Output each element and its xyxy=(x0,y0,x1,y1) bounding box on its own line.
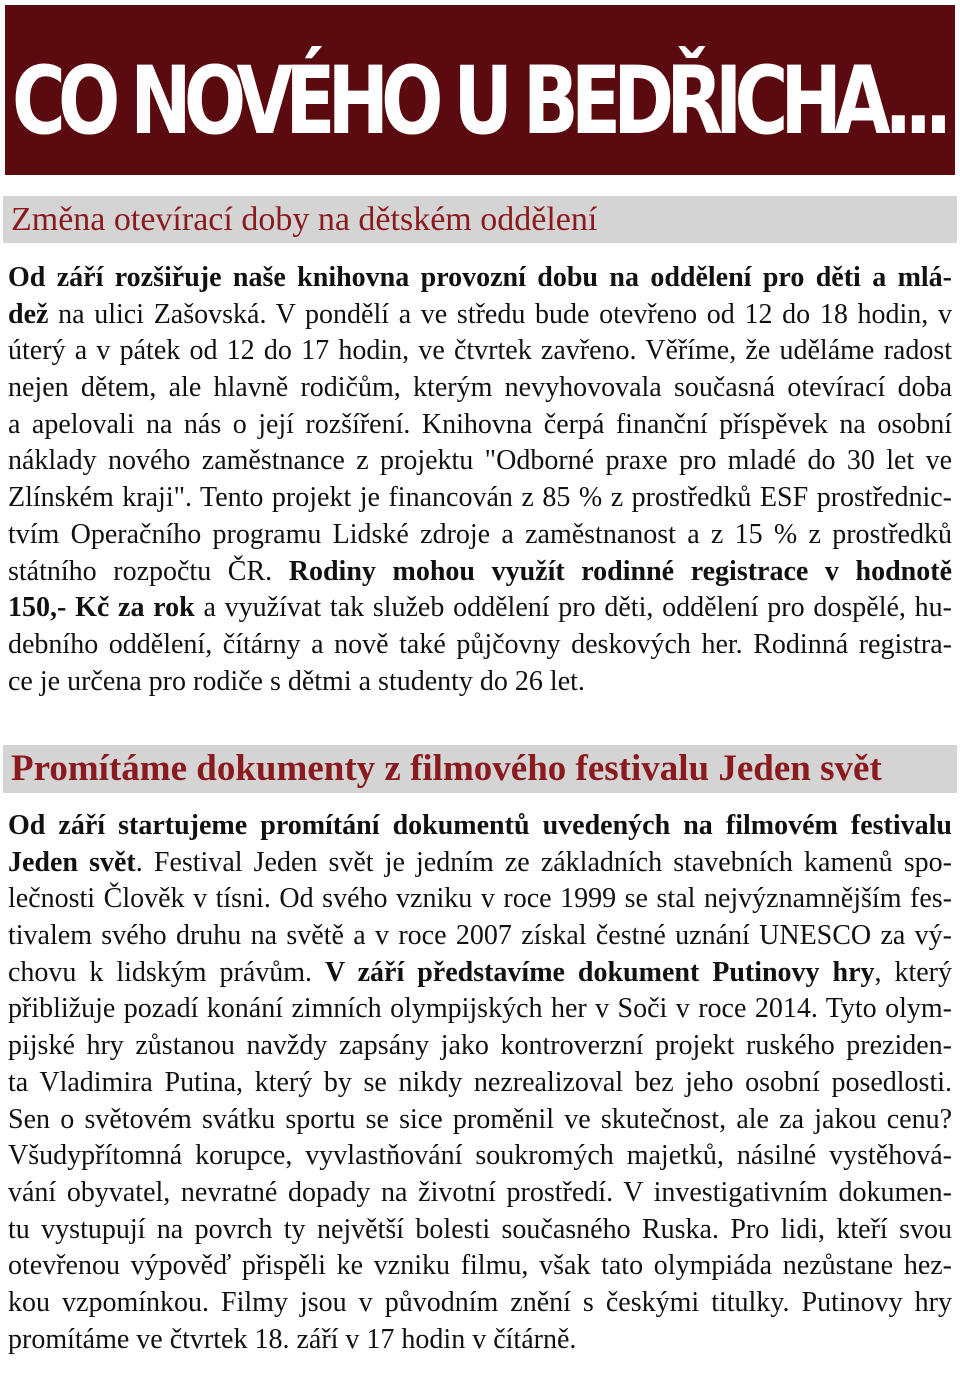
text-run: promítáme ve čtvrtek 18. září v 17 hodin v čítárně. xyxy=(8,1323,577,1355)
text-line xyxy=(8,1212,952,1249)
section-heading-bar xyxy=(3,196,957,243)
text-line xyxy=(8,260,952,297)
text-line xyxy=(8,554,952,591)
text-run: otevřenou výpověď přispěli ke vzniku filmu, však tato olympiáda nezůstane hez- xyxy=(8,1250,952,1282)
text-line xyxy=(8,955,952,992)
text-line xyxy=(8,1285,952,1322)
text-line xyxy=(8,1138,952,1175)
masthead-banner xyxy=(5,5,955,175)
text-run: debního oddělení, čítárny a nově také půjčovny deskových her. Rodinná registra- xyxy=(8,628,952,660)
text-line xyxy=(8,1175,952,1212)
bold-text-run: V září představíme dokument Putinovy hry xyxy=(324,956,875,988)
text-run: , který xyxy=(874,956,952,988)
text-line xyxy=(8,590,952,627)
text-line xyxy=(8,333,952,370)
bold-text-run: 150,- Kč za rok xyxy=(8,592,195,624)
bold-text-run: Od září rozšiřuje naše knihovna provozní dobu na oddělení pro děti a mlá- xyxy=(8,262,952,293)
text-run: tu vystupují na povrch ty největší bolesti současného Ruska. Pro lidi, kteří svou xyxy=(8,1213,952,1245)
article-body xyxy=(8,260,952,700)
text-run: Zlínském kraji". Tento projekt je financován z 85 % z prostředků ESF prostřednic- xyxy=(8,482,952,514)
text-line xyxy=(8,517,952,554)
text-run: státního rozpočtu ČR. xyxy=(8,555,289,587)
text-run: lečnosti Člověk v tísni. Od svého vzniku v roce 1999 se stal nejvýznamnějším fes- xyxy=(8,883,952,915)
text-run: tivalem svého druhu na světě a v roce 2007 získal čestné uznání UNESCO za vý- xyxy=(8,920,952,952)
text-line xyxy=(8,918,952,955)
text-run: chovu k lidským právům. xyxy=(8,956,325,988)
text-line xyxy=(8,881,952,918)
text-line xyxy=(8,1065,952,1102)
text-run: náklady nového zaměstnance z projektu "Odborné praxe pro mladé do 30 let ve xyxy=(8,445,952,477)
text-run: . Festival Jeden svět je jedním ze základních stavebních kamenů spo- xyxy=(135,846,952,878)
text-run: nejen dětem, ale hlavně rodičům, kterým nevyhovovala současná otevírací doba xyxy=(8,372,952,404)
text-run: přibližuje pozadí konání zimních olympijských her v Soči v roce 2014. Tyto olym- xyxy=(8,993,952,1025)
text-line xyxy=(8,480,952,517)
text-line xyxy=(8,808,952,845)
text-run: ce je určena pro rodiče s dětmi a studenty do 26 let. xyxy=(8,665,585,697)
text-line xyxy=(8,1028,952,1065)
text-line xyxy=(8,1248,952,1285)
text-line xyxy=(8,370,952,407)
text-line xyxy=(8,991,952,1028)
bold-text-run: Od září startujeme promítání dokumentů uvedených na filmovém festivalu xyxy=(8,810,952,841)
text-run: Všudypřítomná korupce, vyvlastňování soukromých majetků, násilné vystěhová- xyxy=(8,1140,952,1172)
article-body xyxy=(8,808,952,1358)
text-run: a využívat tak služeb oddělení pro děti, oddělení pro dospělé, hu- xyxy=(194,592,952,624)
text-line xyxy=(8,1322,952,1359)
text-run: vání obyvatel, nevratné dopady na životní prostředí. V investigativním dokumen- xyxy=(8,1176,952,1208)
bold-text-run: Jeden svět xyxy=(8,846,136,878)
text-line xyxy=(8,297,952,334)
text-line xyxy=(8,845,952,882)
text-run: ta Vladimira Putina, který by se nikdy nezrealizoval bez jeho osobní posedlosti. xyxy=(8,1066,952,1098)
bold-text-run: Rodiny mohou využít rodinné registrace v hodnotě xyxy=(288,555,952,587)
text-line xyxy=(8,664,952,701)
text-run: pijské hry zůstanou navždy zapsány jako kontroverzní projekt ruského preziden- xyxy=(8,1030,952,1062)
text-line xyxy=(8,1102,952,1139)
section-heading-bar xyxy=(3,745,957,793)
bold-text-run: dež xyxy=(8,298,49,330)
text-run: na ulici Zašovská. V pondělí a ve středu bude otevřeno od 12 do 18 hodin, v xyxy=(48,298,952,330)
text-line xyxy=(8,443,952,480)
text-line xyxy=(8,627,952,664)
text-run: úterý a v pátek od 12 do 17 hodin, ve čtvrtek zavřeno. Věříme, že uděláme radost xyxy=(8,335,952,367)
text-run: Sen o světovém svátku sportu se sice proměnil ve skutečnost, ale za jakou cenu? xyxy=(8,1103,952,1135)
text-line xyxy=(8,407,952,444)
text-run: a apelovali na nás o její rozšíření. Knihovna čerpá finanční příspěvek na osobní xyxy=(8,408,952,440)
section-heading: Změna otevírací doby na dětském oddělení xyxy=(11,200,598,238)
text-run: tvím Operačního programu Lidské zdroje a zaměstnanost a z 15 % z prostředků xyxy=(8,518,952,550)
section-heading: Promítáme dokumenty z filmového festivalu Jeden svět xyxy=(11,747,882,789)
masthead-title: CO NOVÉHO U BEDŘICHA... xyxy=(12,47,945,156)
text-run: kou vzpomínkou. Filmy jsou v původním znění s českými titulky. Putinovy hry xyxy=(8,1286,952,1318)
